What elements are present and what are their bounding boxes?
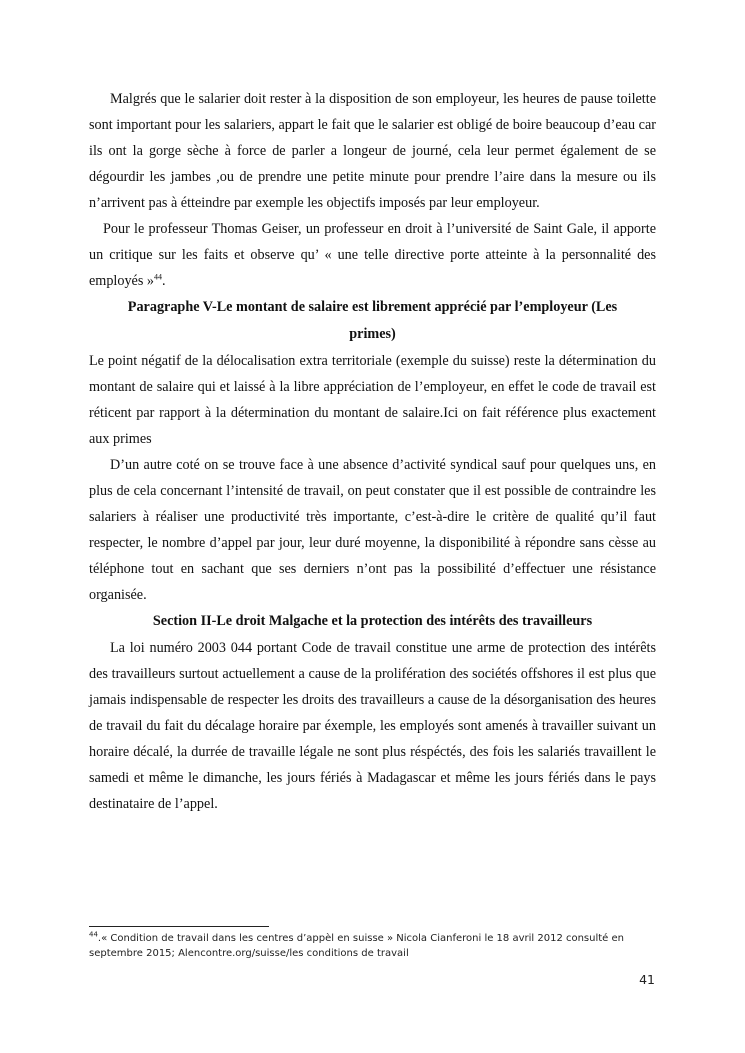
page-body: [89, 86, 656, 817]
footnote-number: 44: [89, 930, 98, 939]
paragraph-activite-syndical: D’un autre coté on se trouve face à une absence d’activité syndical sauf pour quelques uns, en plus de cela concernant l’intensité de travail, on peut constater que il est possible de contraindre les salariers à réaliser une productivité très importante, c’est-à-dire le critère de qualité qu’il faut respecter, le nombre d’appel par jour, leur duré moyenne, la disponibilité à répondre sans cèsse au téléphone tout en sachant que ses derniers n’ont pas la possibilité d’effectuer une résistance organisée.: [89, 457, 656, 603]
footnote-separator: [89, 926, 269, 927]
footnote-reference[interactable]: 44: [154, 272, 163, 282]
paragraph-point-negatif: Le point négatif de la délocalisation extra territoriale (exemple du suisse) reste la détermination du montant de salaire qui et laissé à la libre appréciation de l’employeur, en effet le code de travail est réticent par rapport à la détermination du montant de salaire.Ici on fait référence plus exactement aux primes: [89, 353, 656, 447]
heading-section-ii: Section II-Le droit Malgache et la protection des intérêts des travailleurs: [152, 613, 593, 629]
heading-paragraphe-v: Paragraphe V-Le montant de salaire est librement apprécié par l’employeur (Les primes): [127, 299, 618, 342]
paragraph-loi-2003-044: La loi numéro 2003 044 portant Code de travail constitue une arme de protection des intérêts des travailleurs surtout actuellement a cause de la prolifération des sociétés offshores il est plus que jamais indispensable de respecter les droits des travailleurs a cause de la désorganisation des heures de travail du fait du décalage horaire par éxemple, les employés sont amenés à travailler suivant un horaire décalé, la durrée de travaille légale ne sont plus réspéctés, des fois les salariés travaillent le samedi et même le dimanche, les jours fériés à Madagascar et même les jours fériés dans le pays destinataire de l’appel.: [89, 640, 656, 812]
paragraph-thomas-geiser: [89, 216, 656, 294]
footnote: [89, 931, 669, 961]
footnote-text: .« Condition de travail dans les centres d’appèl en suisse » Nicola Cianferoni le 18 avril 2012 consulté en septembre 2015; Alencontre.org/suisse/les conditions de travail: [89, 933, 625, 959]
paragraph-thomas-geiser-end: .: [162, 273, 166, 289]
paragraph-pause-toilette: Malgrés que le salarier doit rester à la disposition de son employeur, les heures de pause toilette sont important pour les salariers, appart le fait que le salarier est obligé de boire beaucoup d’eau car ils ont la gorge sèche à force de parler a longeur de journé, cela leur permet également de se dégourdir les jambes ,ou de prendre une petite minute pour prendre l’aire dans la mesure ou ils n’arrivent pas à étteindre par exemple les objectifs imposés par leur employeur.: [89, 91, 656, 211]
paragraph-thomas-geiser-text: Pour le professeur Thomas Geiser, un professeur en droit à l’université de Saint Gale, il apporte un critique sur les faits et observe qu’ « une telle directive porte atteinte à la personnalité des employés »: [89, 221, 656, 289]
page-number: 41: [639, 972, 655, 987]
